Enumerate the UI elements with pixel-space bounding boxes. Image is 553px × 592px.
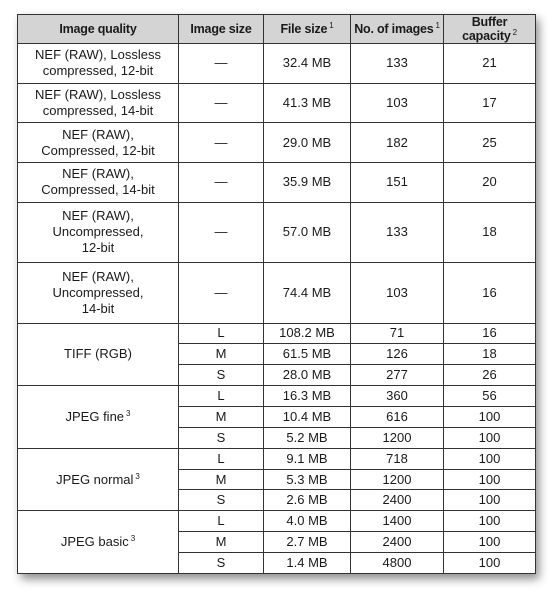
cell-file-size: 2.7 MB <box>264 532 351 553</box>
image-quality-label: NEF (RAW), <box>62 208 134 224</box>
cell-buffer-capacity: 16 <box>444 323 536 344</box>
cell-file-size: 1.4 MB <box>264 553 351 574</box>
cell-no-of-images: 4800 <box>351 553 444 574</box>
cell-buffer-capacity: 100 <box>444 511 536 532</box>
cell-buffer-capacity: 100 <box>444 490 536 511</box>
table-row <box>18 83 536 123</box>
cell-buffer-capacity: 100 <box>444 427 536 448</box>
cell-image-quality <box>18 263 179 324</box>
cell-image-size: S <box>179 553 264 574</box>
cell-buffer-capacity: 18 <box>444 344 536 365</box>
cell-file-size: 108.2 MB <box>264 323 351 344</box>
cell-no-of-images: 71 <box>351 323 444 344</box>
cell-file-size: 74.4 MB <box>264 263 351 324</box>
image-quality-label: NEF (RAW), <box>62 126 134 142</box>
cell-image-quality <box>18 386 179 449</box>
image-quality-label: JPEG fine <box>65 408 125 424</box>
cell-buffer-capacity: 21 <box>444 44 536 84</box>
cell-image-quality <box>18 323 179 386</box>
image-quality-label: Compressed, 14-bit <box>41 182 155 198</box>
table-row <box>18 123 536 163</box>
cell-image-size: M <box>179 344 264 365</box>
cell-file-size: 61.5 MB <box>264 344 351 365</box>
header-buffer-capacity: Buffer capacity $^2$ <box>444 15 536 44</box>
cell-no-of-images: 126 <box>351 344 444 365</box>
cell-image-size: S <box>179 490 264 511</box>
cell-image-size: — <box>179 162 264 202</box>
cell-file-size: 35.9 MB <box>264 162 351 202</box>
header-image-size: Image size <box>179 15 264 44</box>
cell-image-size: — <box>179 44 264 84</box>
cell-file-size: 10.4 MB <box>264 407 351 428</box>
cell-no-of-images: 1400 <box>351 511 444 532</box>
cell-no-of-images: 1200 <box>351 469 444 490</box>
cell-buffer-capacity: 16 <box>444 263 536 324</box>
cell-file-size: 5.3 MB <box>264 469 351 490</box>
cell-image-size: S <box>179 427 264 448</box>
cell-image-size: L <box>179 386 264 407</box>
cell-file-size: 57.0 MB <box>264 202 351 263</box>
cell-file-size: 2.6 MB <box>264 490 351 511</box>
cell-image-size: — <box>179 83 264 123</box>
image-quality-label: NEF (RAW), Lossless <box>35 47 161 63</box>
cell-no-of-images: 103 <box>351 83 444 123</box>
cell-no-of-images: 277 <box>351 365 444 386</box>
table-row <box>18 511 536 532</box>
footnote-marker: 2 <box>512 28 517 37</box>
cell-no-of-images: 616 <box>351 407 444 428</box>
image-quality-label: TIFF (RGB) <box>64 346 132 362</box>
image-quality-label: Uncompressed, <box>52 224 144 240</box>
cell-buffer-capacity: 20 <box>444 162 536 202</box>
table-row <box>18 162 536 202</box>
cell-file-size: 9.1 MB <box>264 448 351 469</box>
cell-no-of-images: 2400 <box>351 490 444 511</box>
cell-no-of-images: 1200 <box>351 427 444 448</box>
cell-image-size: L <box>179 511 264 532</box>
cell-image-size: — <box>179 123 264 163</box>
image-quality-label: 14-bit <box>81 300 115 316</box>
footnote-marker: 3 <box>135 471 140 481</box>
cell-buffer-capacity: 100 <box>444 553 536 574</box>
cell-buffer-capacity: 56 <box>444 386 536 407</box>
image-quality-label: JPEG basic <box>60 534 129 550</box>
cell-buffer-capacity: 100 <box>444 469 536 490</box>
header-no-of-images: No. of images $^1$ <box>351 15 444 44</box>
image-quality-label: NEF (RAW), Lossless <box>35 86 161 102</box>
image-quality-label: NEF (RAW), <box>62 268 134 284</box>
cell-file-size: 16.3 MB <box>264 386 351 407</box>
cell-buffer-capacity: 100 <box>444 448 536 469</box>
cell-buffer-capacity: 100 <box>444 532 536 553</box>
header-image-quality: Image quality <box>18 15 179 44</box>
cell-file-size: 4.0 MB <box>264 511 351 532</box>
cell-buffer-capacity: 26 <box>444 365 536 386</box>
footnote-marker: 1 <box>329 21 334 30</box>
cell-no-of-images: 103 <box>351 263 444 324</box>
image-quality-label: NEF (RAW), <box>62 166 134 182</box>
cell-no-of-images: 360 <box>351 386 444 407</box>
cell-no-of-images: 133 <box>351 202 444 263</box>
table-row <box>18 202 536 263</box>
table-frame <box>17 14 535 574</box>
cell-buffer-capacity: 100 <box>444 407 536 428</box>
cell-no-of-images: 718 <box>351 448 444 469</box>
cell-image-quality <box>18 44 179 84</box>
cell-image-size: L <box>179 448 264 469</box>
cell-no-of-images: 2400 <box>351 532 444 553</box>
cell-buffer-capacity: 17 <box>444 83 536 123</box>
image-quality-label: JPEG normal <box>56 471 134 487</box>
footnote-marker: 3 <box>126 408 131 418</box>
cell-image-quality <box>18 511 179 574</box>
image-quality-label: compressed, 12-bit <box>42 63 154 79</box>
cell-image-size: — <box>179 202 264 263</box>
footnote-marker: 1 <box>435 21 440 30</box>
cell-image-size: S <box>179 365 264 386</box>
cell-image-size: M <box>179 469 264 490</box>
cell-image-quality <box>18 83 179 123</box>
cell-buffer-capacity: 25 <box>444 123 536 163</box>
cell-no-of-images: 133 <box>351 44 444 84</box>
cell-image-size: L <box>179 323 264 344</box>
cell-buffer-capacity: 18 <box>444 202 536 263</box>
cell-image-size: — <box>179 263 264 324</box>
table-row <box>18 323 536 344</box>
cell-image-quality <box>18 123 179 163</box>
cell-no-of-images: 151 <box>351 162 444 202</box>
cell-image-quality <box>18 202 179 263</box>
cell-no-of-images: 182 <box>351 123 444 163</box>
cell-file-size: 28.0 MB <box>264 365 351 386</box>
cell-file-size: 41.3 MB <box>264 83 351 123</box>
cell-image-size: M <box>179 407 264 428</box>
image-quality-table <box>17 14 536 574</box>
cell-file-size: 32.4 MB <box>264 44 351 84</box>
header-file-size: File size $^1$ <box>264 15 351 44</box>
cell-image-size: M <box>179 532 264 553</box>
image-quality-label: 12-bit <box>81 240 115 256</box>
cell-image-quality <box>18 448 179 511</box>
cell-file-size: 5.2 MB <box>264 427 351 448</box>
cell-file-size: 29.0 MB <box>264 123 351 163</box>
table-row <box>18 386 536 407</box>
footnote-marker: 3 <box>130 534 136 544</box>
image-quality-label: Uncompressed, <box>52 284 144 300</box>
header-row <box>18 15 536 44</box>
table-row <box>18 44 536 84</box>
image-quality-label: Compressed, 12-bit <box>41 142 155 158</box>
cell-image-quality <box>18 162 179 202</box>
table-row <box>18 448 536 469</box>
image-quality-label: compressed, 14-bit <box>42 102 154 118</box>
table-row <box>18 263 536 324</box>
